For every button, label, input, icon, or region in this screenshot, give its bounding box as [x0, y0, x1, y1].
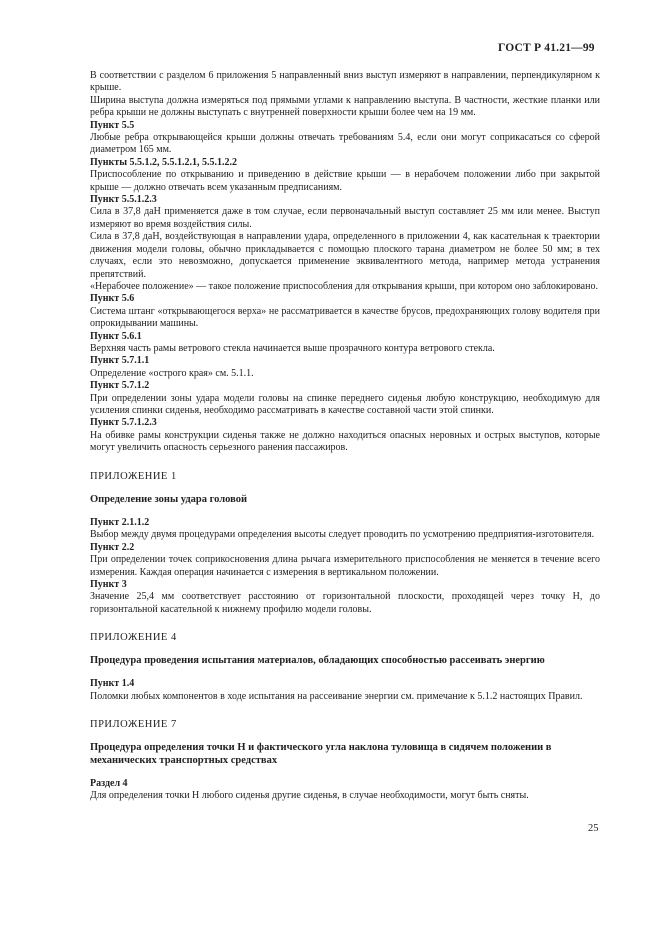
paragraph: Ширина выступа должна измеряться под прямыми углами к направлению выступа. В частности, жесткие планки или ребра крыши не должны выступать с внутренней поверхности крыши более чем на 19 мм. — [90, 94, 600, 119]
paragraph: Сила в 37,8 даН, воздействующая в направлении удара, определенного в приложении 4, как касательная к траектории движения модели головы, обычно прикладывается с помощью плоского тарана диаметром не более 50 мм; в тех случаях, если это невозможно, допускается применение эквивалентного метода, например метода устранения препятствий. — [90, 231, 600, 280]
paragraph: Верхняя часть рамы ветрового стекла начинается выше прозрачного контура ветрового стекла. — [90, 342, 495, 354]
paragraph: Для определения точки H любого сиденья другие сиденья, в случае необходимости, могут быть сняты. — [90, 790, 529, 802]
section-heading: Пункт 2.2 — [90, 541, 135, 553]
paragraph: Значение 25,4 мм соответствует расстоянию от горизонтальной плоскости, проходящей через точку H, до горизонтальной касательной к нижнему профилю модели головы. — [90, 591, 600, 615]
section-heading: Пункт 5.7.1.2.3 — [90, 417, 157, 429]
section-heading: Пункт 5.5.1.2.3 — [90, 194, 157, 206]
appendix-title: ПРИЛОЖЕНИЕ 4 — [90, 632, 177, 644]
section-heading: Пункт 5.7.1.2 — [90, 380, 150, 392]
document-body — [90, 70, 600, 803]
section-heading: Пункты 5.5.1.2, 5.5.1.2.1, 5.5.1.2.2 — [90, 156, 238, 168]
appendix-subtitle: Процедура определения точки H и фактического угла наклона туловища в сидячем положении в механических транспортных средствах — [90, 742, 552, 766]
paragraph: В соответствии с разделом 6 приложения 5 направленный вниз выступ измеряют в направлении, перпендикулярном к крыше. — [90, 70, 600, 94]
paragraph: Сила в 37,8 даН применяется даже в том случае, если первоначальный выступ составляет 25 мм или менее. Выступ измеряют во время воздействия силы. — [90, 206, 600, 230]
section-heading: Раздел 4 — [90, 778, 128, 789]
document-code: ГОСТ Р 41.21—99 — [498, 42, 595, 54]
section-heading: Пункт 5.6.1 — [90, 330, 142, 342]
paragraph: На обивке рамы конструкции сиденья также не должно находиться опасных неровных и острых выступов, которые могут увеличить опасность серьезного ранения пассажиров. — [90, 429, 600, 454]
section-heading: Пункт 5.6 — [90, 293, 135, 305]
paragraph: При определении точек соприкосновения длина рычага измерительного приспособления не меняется в течение всего измерения. Каждая операция начинается с измерения в вертикальном положении. — [90, 554, 600, 578]
paragraph: «Нерабочее положение» — такое положение приспособления для открывания крыши, при котором оно заблокировано. — [90, 280, 598, 292]
section-heading: Пункт 1.4 — [90, 678, 135, 690]
paragraph: Система штанг «открывающегося верха» не рассматривается в качестве брусов, предохраняющих голову водителя при опрокидывании машины. — [90, 305, 600, 330]
paragraph: Выбор между двумя процедурами определения высоты следует проводить по усмотрению предприятия-изготовителя. — [90, 529, 595, 541]
paragraph: Определение «острого края» см. 5.1.1. — [90, 367, 254, 379]
paragraph: При определении зоны удара модели головы на спинке переднего сиденья любую конструкцию, необходимую для усиления спинки сиденья, необходимо рассматривать в качестве составной части этой спинки. — [90, 392, 600, 416]
page-number: 25 — [588, 823, 599, 834]
paragraph: Приспособление по открыванию и приведению в действие крыши — в нерабочем положении либо при закрытой крыше — должно отвечать всем указанным предписаниям. — [90, 169, 600, 193]
appendix-title: ПРИЛОЖЕНИЕ 1 — [90, 470, 177, 482]
section-heading: Пункт 2.1.1.2 — [90, 516, 150, 528]
section-heading: Пункт 5.5 — [90, 119, 135, 131]
paragraph: Поломки любых компонентов в ходе испытания на рассеивание энергии см. примечание к 5.1.2 настоящих Правил. — [90, 690, 583, 702]
appendix-subtitle: Определение зоны удара головой — [90, 493, 248, 505]
appendix-title: ПРИЛОЖЕНИЕ 7 — [90, 719, 177, 731]
appendix-subtitle: Процедура проведения испытания материалов, обладающих способностью рассеивать энергию — [90, 655, 545, 667]
section-heading: Пункт 5.7.1.1 — [90, 355, 150, 367]
paragraph: Любые ребра открывающейся крыши должны отвечать требованиям 5.4, если они могут соприкасаться со сферой диаметром 165 мм. — [90, 132, 600, 156]
section-heading: Пункт 3 — [90, 578, 127, 590]
